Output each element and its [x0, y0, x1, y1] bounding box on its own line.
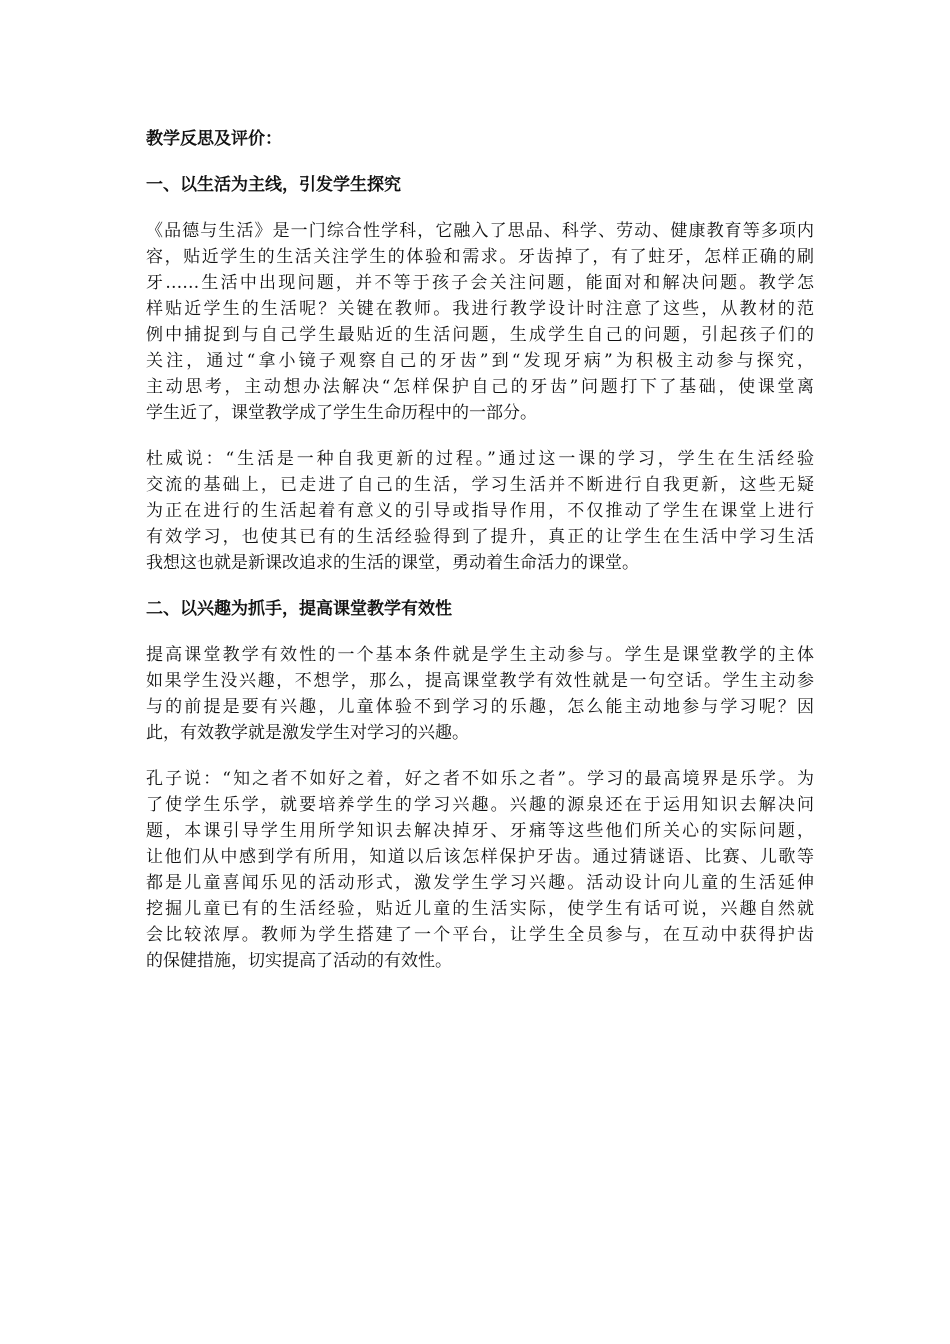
- text-line: 让他们从中感到学有所用，知道以后该怎样保护牙齿。通过猜谜语、比赛、儿歌等: [146, 847, 814, 867]
- section-2: [146, 596, 814, 974]
- text-line: 杜威说：“生活是一种自我更新的过程。”通过这一课的学习，学生在生活经验: [146, 449, 814, 469]
- text-line: 了使学生乐学，就要培养学生的学习兴趣。兴趣的源泉还在于运用知识去解决问: [146, 795, 814, 815]
- text-line: 此，有效教学就是激发学生对学习的兴趣。: [146, 723, 469, 743]
- paragraph: [146, 218, 814, 426]
- text-line: 关注，通过“拿小镜子观察自己的牙齿”到“发现牙病”为积极主动参与探究，: [146, 351, 814, 371]
- section-heading: 二、以兴趣为抓手，提高课堂教学有效性: [146, 599, 452, 619]
- text-line: 《品德与生活》是一门综合性学科，它融入了思品、科学、劳动、健康教育等多项内: [146, 221, 814, 241]
- document-page: [146, 126, 814, 994]
- text-line: 孔子说：“知之者不如好之着，好之者不如乐之者”。学习的最高境界是乐学。为: [146, 769, 814, 789]
- text-line: 有效学习，也使其已有的生活经验得到了提升，真正的让学生在生活中学习生活: [146, 527, 814, 547]
- text-line: 会比较浓厚。教师为学生搭建了一个平台，让学生全员参与，在互动中获得护齿: [146, 925, 814, 945]
- text-line: 与的前提是要有兴趣，儿童体验不到学习的乐趣，怎么能主动地参与学习呢？因: [146, 697, 814, 717]
- paragraph: [146, 766, 814, 974]
- text-line: 牙……生活中出现问题，并不等于孩子会关注问题，能面对和解决问题。教学怎: [146, 273, 814, 293]
- text-line: 例中捕捉到与自己学生最贴近的生活问题，生成学生自己的问题，引起孩子们的: [146, 325, 814, 345]
- text-line: 主动思考，主动想办法解决“怎样保护自己的牙齿”问题打下了基础，使课堂离: [146, 377, 814, 397]
- text-line: 提高课堂教学有效性的一个基本条件就是学生主动参与。学生是课堂教学的主体: [146, 645, 814, 665]
- paragraph: [146, 446, 814, 576]
- text-line: 容，贴近学生的生活关注学生的体验和需求。牙齿掉了，有了蛀牙，怎样正确的刷: [146, 247, 814, 267]
- paragraph: [146, 642, 814, 746]
- text-line: 我想这也就是新课改追求的生活的课堂，勇动着生命活力的课堂。: [146, 553, 639, 573]
- text-line: 为正在进行的生活起着有意义的引导或指导作用，不仅推动了学生在课堂上进行: [146, 501, 814, 521]
- document-title: 教学反思及评价：: [146, 129, 282, 149]
- text-line: 学生近了，课堂教学成了学生生命历程中的一部分。: [146, 403, 537, 423]
- text-line: 题，本课引导学生用所学知识去解决掉牙、牙痛等这些他们所关心的实际问题，: [146, 821, 814, 841]
- text-line: 样贴近学生的生活呢？关键在教师。我进行教学设计时注意了这些，从教材的范: [146, 299, 814, 319]
- text-line: 的保健措施，切实提高了活动的有效性。: [146, 951, 452, 971]
- text-line: 交流的基础上，已走进了自己的生活，学习生活并不断进行自我更新，这些无疑: [146, 475, 814, 495]
- text-line: 都是儿童喜闻乐见的活动形式，激发学生学习兴趣。活动设计向儿童的生活延伸: [146, 873, 814, 893]
- section-1: [146, 172, 814, 576]
- text-line: 挖掘儿童已有的生活经验，贴近儿童的生活实际，使学生有话可说，兴趣自然就: [146, 899, 814, 919]
- section-heading: 一、以生活为主线，引发学生探究: [146, 175, 401, 195]
- text-line: 如果学生没兴趣，不想学，那么，提高课堂教学有效性就是一句空话。学生主动参: [146, 671, 814, 691]
